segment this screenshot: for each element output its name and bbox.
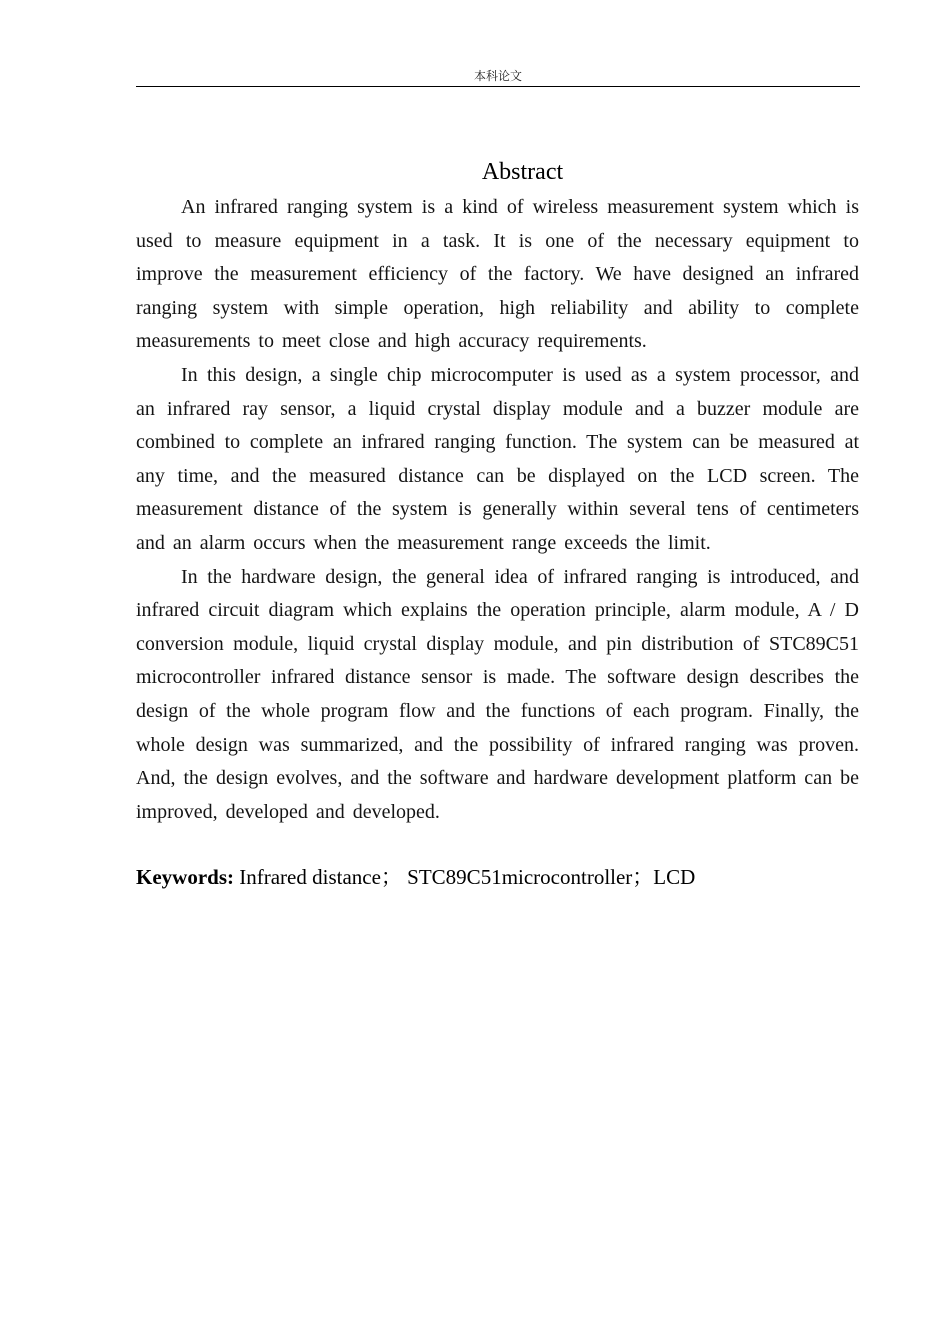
page-header [136,66,860,87]
keywords-text: Infrared distance； STC89C51microcontroller；LCD [234,865,696,890]
keywords-line [136,862,859,892]
abstract-title: Abstract [481,159,564,185]
abstract-section [136,155,859,892]
abstract-paragraph-2: In this design, a single chip microcomputer is used as a system processor, and an infrared ray sensor, a liquid crystal display module and a buzzer module are combined to complete an infrared ranging function. The system can be measured at any time, and the measured distance can be displayed on the LCD screen. The measurement distance of the system is generally within several tens of centimeters and an alarm occurs when the measurement range exceeds the limit. [136,363,859,554]
keywords-label: Keywords: [136,865,234,890]
abstract-paragraph-1: An infrared ranging system is a kind of wireless measurement system which is used to measure equipment in a task. It is one of the necessary equipment to improve the measurement efficiency of the factory. We have designed an infrared ranging system with simple operation, high reliability and ability to complete measurements to meet close and high accuracy requirements. [136,196,859,353]
abstract-paragraph-3: In the hardware design, the general idea of infrared ranging is introduced, and infrared circuit diagram which explains the operation principle, alarm module, A / D conversion module, liquid crystal display module, and pin distribution of STC89C51 microcontroller infrared distance sensor is made. The software design describes the design of the whole program flow and the functions of each program. Finally, the whole design was summarized, and the possibility of infrared ranging was proven. And, the design evolves, and the software and hardware development platform can be improved, developed and developed. [136,565,859,823]
running-title: 本科论文 [473,69,522,83]
